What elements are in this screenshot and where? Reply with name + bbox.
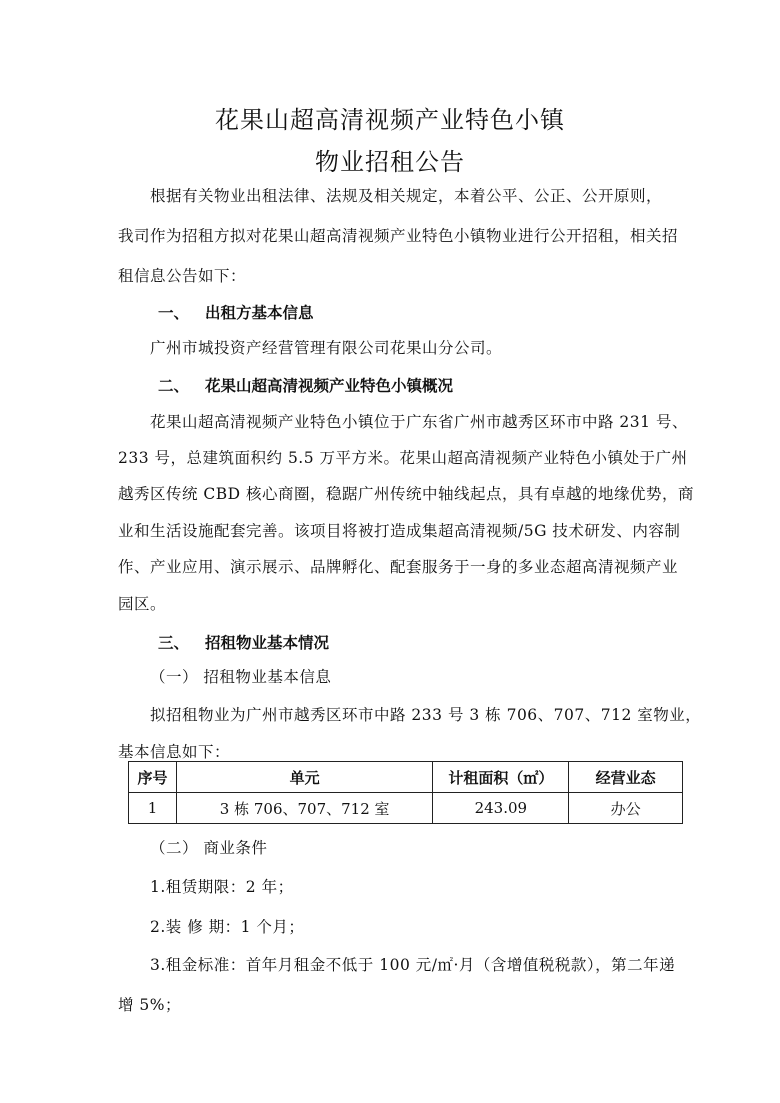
section-2-heading bbox=[158, 374, 453, 396]
intro-line-3: 租信息公告如下： bbox=[118, 267, 247, 285]
property-table bbox=[128, 761, 683, 824]
section-3-title: 招租物业基本情况 bbox=[205, 634, 330, 652]
section-2-line-4: 业和生活设施配套完善。该项目将被打造成集超高清视频/5G 技术研发、内容制 bbox=[118, 522, 681, 540]
section-2-line-1: 花果山超高清视频产业特色小镇位于广东省广州市越秀区环市中路 231 号、 bbox=[150, 413, 688, 431]
intro-line-1: 根据有关物业出租法律、法规及相关规定，本着公平、公正、公开原则， bbox=[150, 187, 663, 205]
condition-2: 2.装 修 期：1 个月； bbox=[150, 918, 305, 936]
section-3-number: 三、 bbox=[158, 634, 190, 652]
section-1-title: 出租方基本信息 bbox=[205, 304, 314, 322]
condition-3-line-1: 3.租金标准：首年月租金不低于 100 元/㎡·月（含增值税税款），第二年递 bbox=[150, 956, 676, 974]
section-2-line-3: 越秀区传统 CBD 核心商圈，稳踞广州传统中轴线起点，具有卓越的地缘优势，商 bbox=[118, 485, 695, 503]
table-cell: 1 bbox=[129, 793, 177, 824]
section-2-line-2: 233 号，总建筑面积约 5.5 万平方米。花果山超高清视频产业特色小镇处于广州 bbox=[118, 449, 688, 467]
table-header-row bbox=[129, 762, 683, 793]
table-cell: 办公 bbox=[569, 793, 683, 824]
page-title: 花果山超高清视频产业特色小镇 bbox=[215, 106, 565, 134]
section-1-body: 广州市城投资产经营管理有限公司花果山分公司。 bbox=[150, 339, 503, 357]
subsection-2-heading: （二） 商业条件 bbox=[150, 839, 268, 857]
subsection-1-line-1: 拟招租物业为广州市越秀区环市中路 233 号 3 栋 706、707、712 室物业， bbox=[150, 706, 702, 724]
condition-3-line-2: 增 5%； bbox=[118, 996, 182, 1014]
section-1-heading bbox=[158, 301, 314, 323]
table-cell: 243.09 bbox=[433, 793, 569, 824]
section-3-heading bbox=[158, 631, 329, 653]
section-1-number: 一、 bbox=[158, 304, 190, 322]
page-subtitle: 物业招租公告 bbox=[315, 148, 465, 176]
table-header-cell: 经营业态 bbox=[569, 762, 683, 793]
table-header-cell: 序号 bbox=[129, 762, 177, 793]
section-2-title: 花果山超高清视频产业特色小镇概况 bbox=[205, 377, 454, 395]
table-cell: 3 栋 706、707、712 室 bbox=[176, 793, 433, 824]
subsection-1-line-2: 基本信息如下： bbox=[118, 743, 231, 761]
section-2-number: 二、 bbox=[158, 377, 190, 395]
section-2-line-6: 园区。 bbox=[118, 595, 167, 613]
table-header-cell: 单元 bbox=[176, 762, 433, 793]
intro-line-2: 我司作为招租方拟对花果山超高清视频产业特色小镇物业进行公开招租，相关招 bbox=[118, 227, 679, 245]
table-row bbox=[129, 793, 683, 824]
section-2-line-5: 作、产业应用、演示展示、品牌孵化、配套服务于一身的多业态超高清视频产业 bbox=[118, 558, 679, 576]
subsection-1-heading: （一） 招租物业基本信息 bbox=[150, 668, 332, 686]
condition-1: 1.租赁期限：2 年； bbox=[150, 878, 294, 896]
table-header-cell: 计租面积（㎡） bbox=[433, 762, 569, 793]
